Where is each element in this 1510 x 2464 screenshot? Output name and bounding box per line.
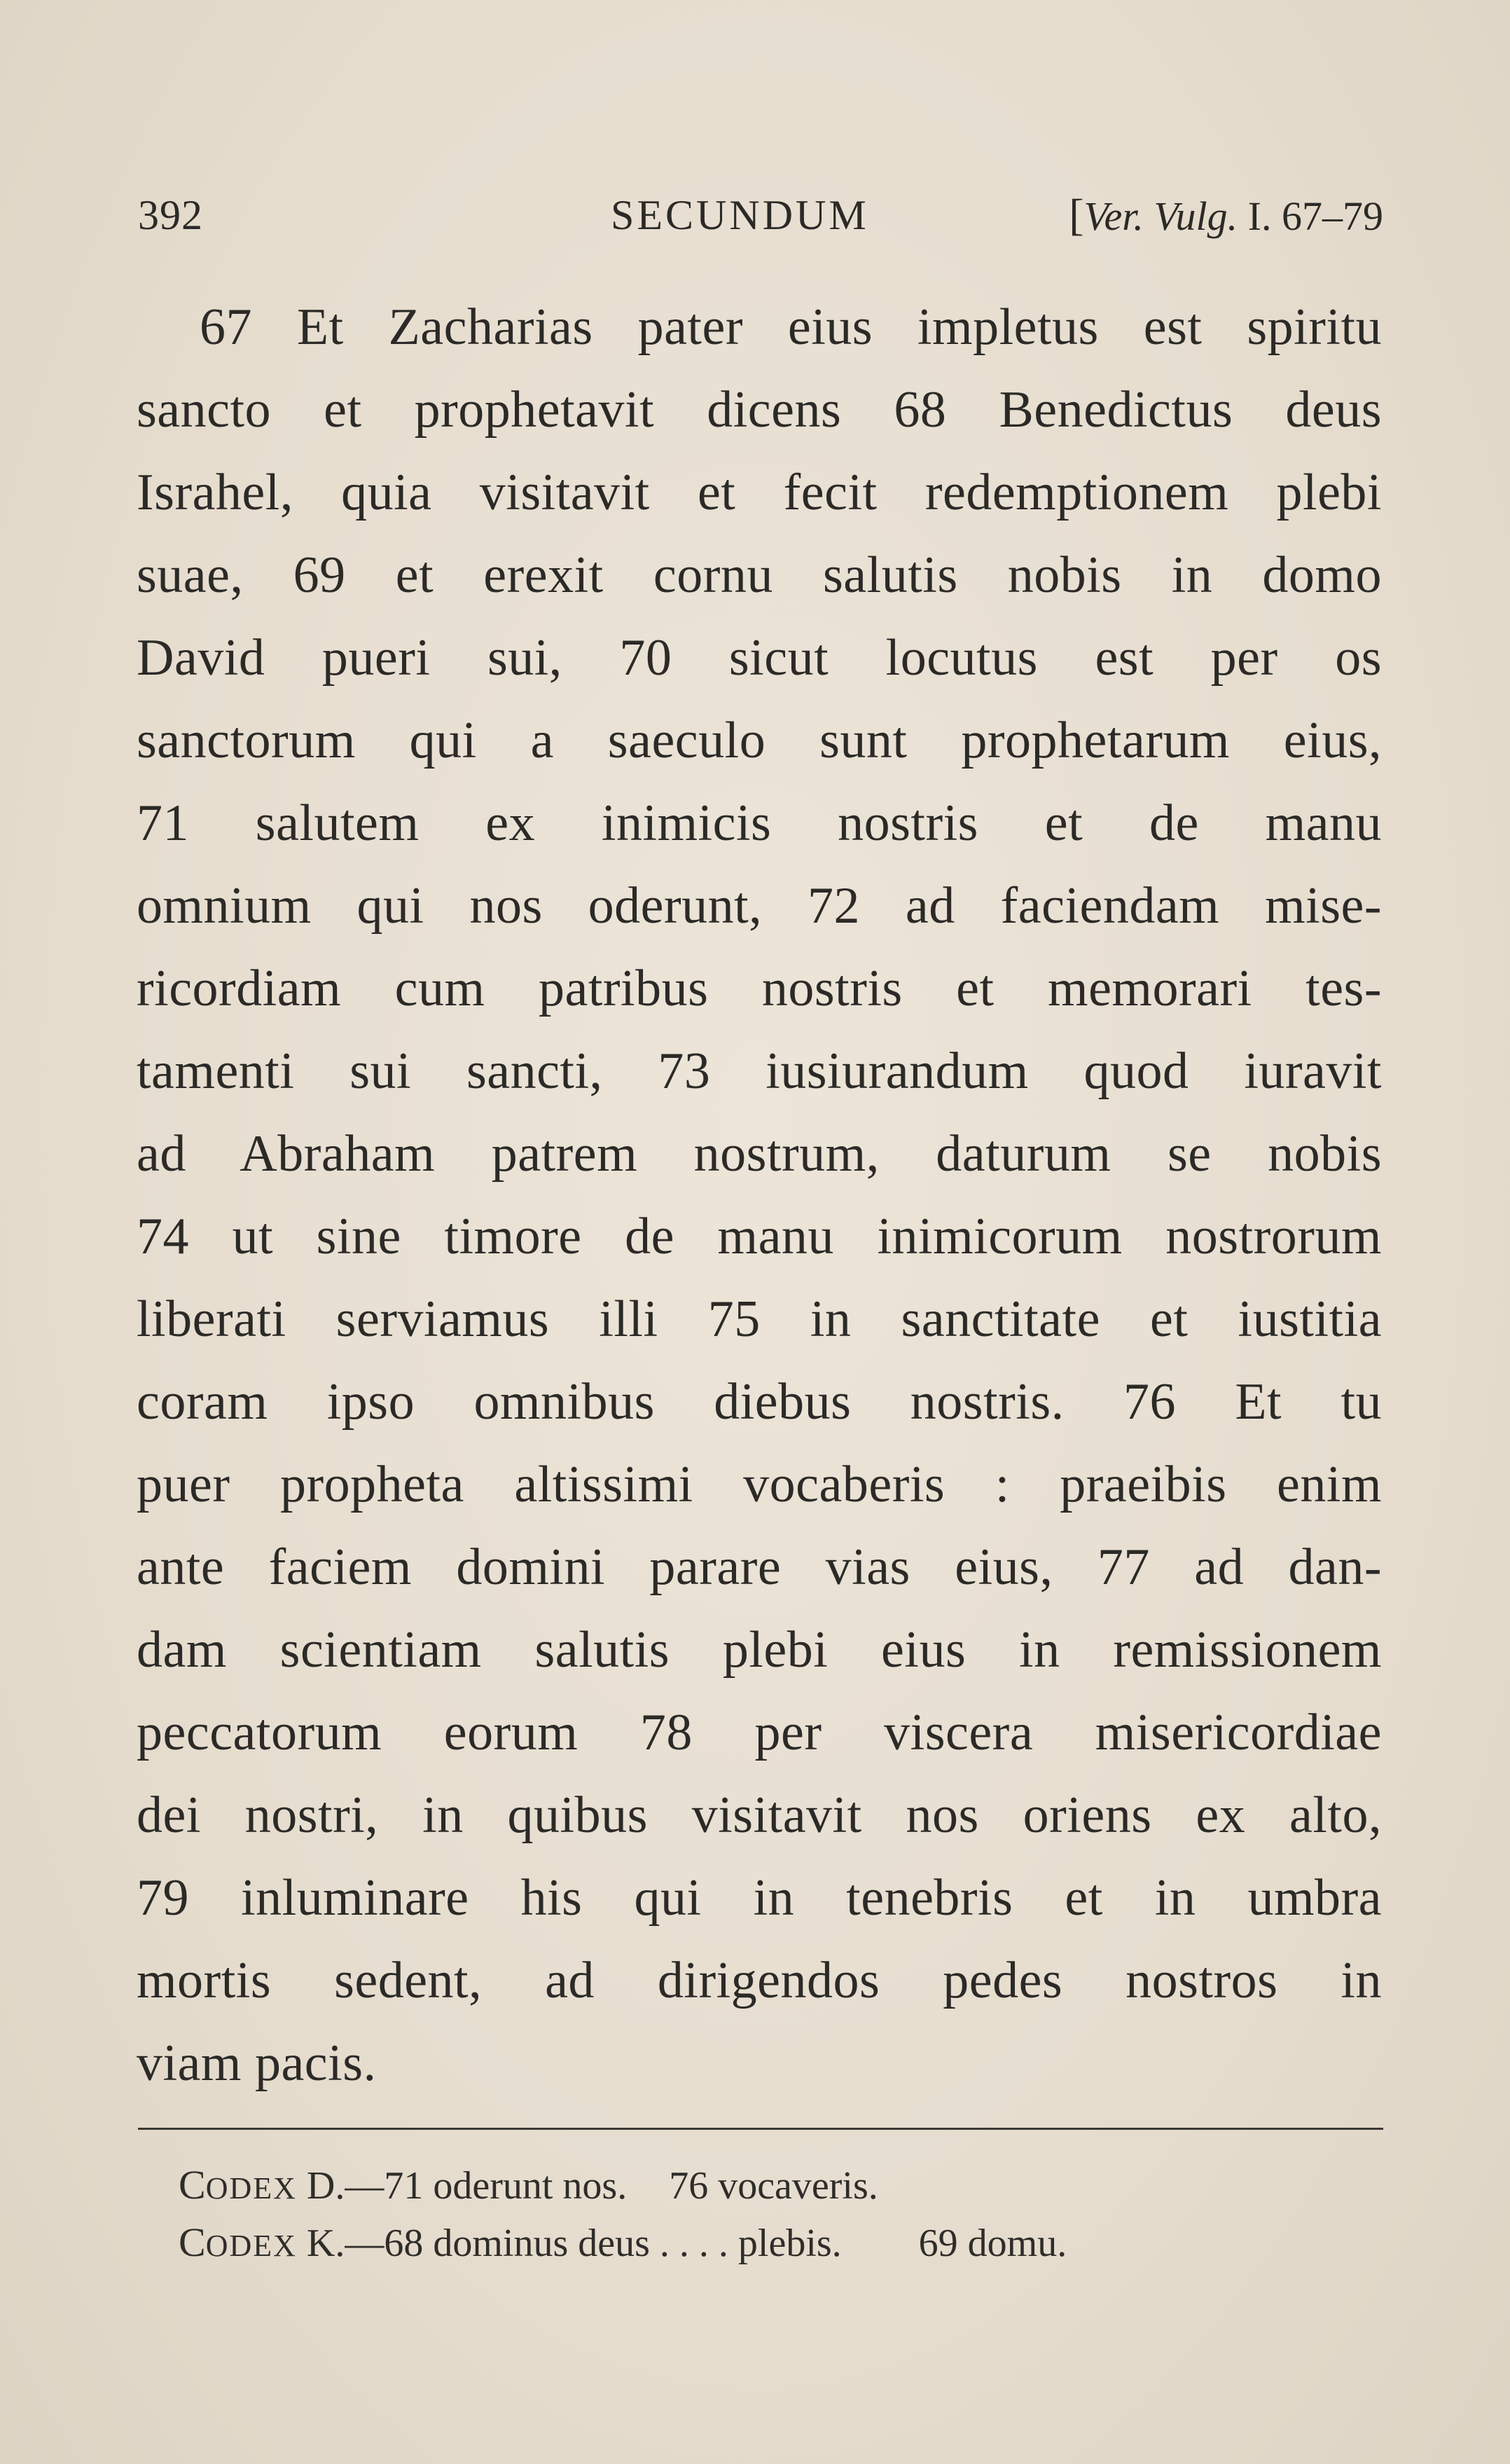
footnote-rule bbox=[138, 2128, 1383, 2130]
text-line: Israhel, quia visitavit et fecit redemptionem plebi bbox=[137, 464, 1382, 521]
codex-label-initial: C bbox=[179, 2219, 206, 2265]
scripture-text bbox=[137, 286, 1382, 2105]
text-line: puer propheta altissimi vocaberis : praeibis enim bbox=[137, 1456, 1382, 1513]
codex-label-rest: ODEX bbox=[205, 2171, 297, 2205]
running-title: SECUNDUM bbox=[611, 192, 869, 238]
footnote-variant: 69 domu. bbox=[918, 2222, 1067, 2265]
text-line: mortis sedent, ad dirigendos pedes nostros in bbox=[137, 1952, 1382, 2009]
text-line: ante faciem domini parare vias eius, 77 ad dan- bbox=[137, 1539, 1382, 1596]
text-line: 74 ut sine timore de manu inimicorum nostrorum bbox=[137, 1208, 1382, 1265]
text-line: omnium qui nos oderunt, 72 ad faciendam mise- bbox=[137, 877, 1382, 935]
page-number: 392 bbox=[138, 192, 203, 238]
text-line: viam pacis. bbox=[137, 2035, 377, 2092]
text-line: sanctorum qui a saeculo sunt prophetarum eius, bbox=[137, 712, 1382, 769]
footnotes bbox=[179, 2156, 1383, 2271]
codex-label-rest: ODEX bbox=[205, 2229, 297, 2263]
footnote-codex-d bbox=[179, 2156, 1383, 2214]
reference-version: Ver. Vulg. bbox=[1083, 193, 1238, 239]
footnote-codex-k bbox=[179, 2214, 1383, 2271]
text-line: dam scientiam salutis plebi eius in remissionem bbox=[137, 1621, 1382, 1679]
text-line: 71 salutem ex inimicis nostris et de manu bbox=[137, 794, 1382, 852]
reference-bracket: [ bbox=[1069, 190, 1084, 240]
text-line: 67 Et Zacharias pater eius impletus est spiritu bbox=[200, 298, 1382, 356]
codex-siglum: D.— bbox=[296, 2164, 385, 2208]
text-line: ricordiam cum patribus nostris et memorari tes- bbox=[137, 960, 1382, 1017]
text-line: coram ipso omnibus diebus nostris. 76 Et tu bbox=[137, 1373, 1382, 1431]
footnote-variant: 71 oderunt nos. bbox=[384, 2164, 628, 2208]
text-line: ad Abraham patrem nostrum, daturum se nobis bbox=[137, 1125, 1382, 1183]
verse-reference bbox=[1069, 184, 1383, 248]
codex-siglum: K.— bbox=[296, 2222, 385, 2265]
text-line: dei nostri, in quibus visitavit nos oriens ex alto, bbox=[137, 1787, 1382, 1844]
text-line: tamenti sui sancti, 73 iusiurandum quod iuravit bbox=[137, 1042, 1382, 1100]
text-line: 79 inluminare his qui in tenebris et in umbra bbox=[137, 1869, 1382, 1927]
text-line: peccatorum eorum 78 per viscera misericordiae bbox=[137, 1704, 1382, 1761]
text-line: liberati serviamus illi 75 in sanctitate et iustitia bbox=[137, 1290, 1382, 1348]
footnote-variant: 68 dominus deus . . . . plebis. bbox=[384, 2222, 842, 2265]
footnote-variant: 76 vocaveris. bbox=[669, 2164, 878, 2208]
text-line: David pueri sui, 70 sicut locutus est per os bbox=[137, 629, 1382, 687]
running-head bbox=[138, 184, 1383, 247]
text-line: suae, 69 et erexit cornu salutis nobis in domo bbox=[137, 546, 1382, 604]
text-line: sancto et prophetavit dicens 68 Benedictus deus bbox=[137, 381, 1382, 439]
codex-label-initial: C bbox=[179, 2162, 206, 2208]
reference-range: I. 67–79 bbox=[1238, 193, 1383, 239]
